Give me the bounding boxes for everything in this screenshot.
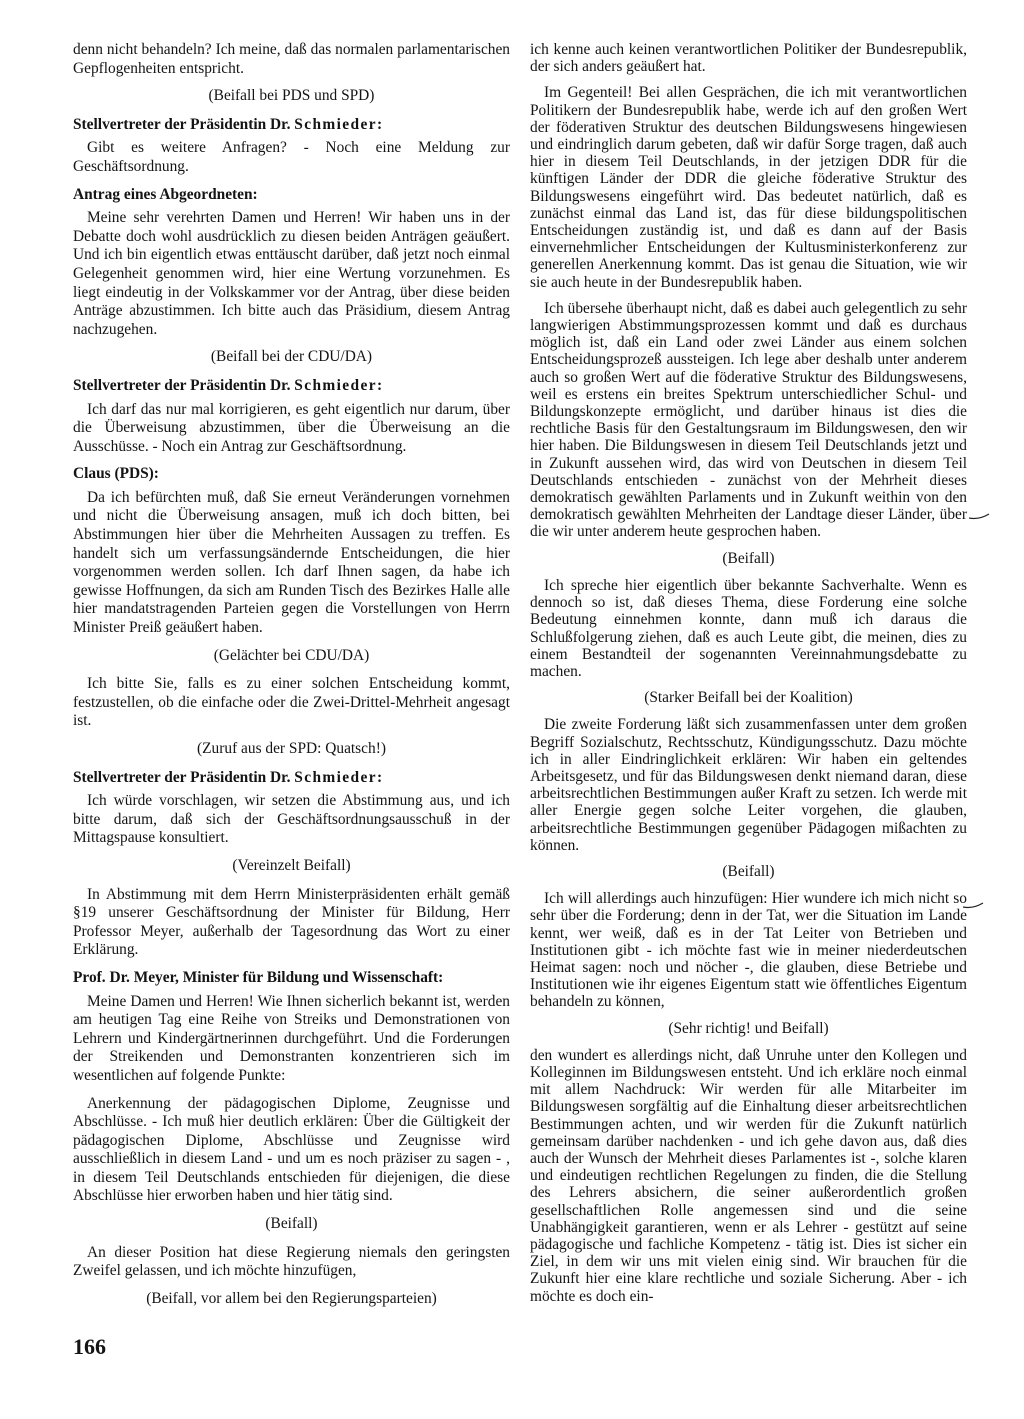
page-number: 166	[73, 1334, 106, 1359]
reaction: (Vereinzelt Beifall)	[232, 856, 351, 874]
paragraph: Ich übersehe überhaupt nicht, daß es dabei auch gelegentlich zu sehr langwierigen Abstimmungsprozessen kommt und daß es durchaus möglich ist, daß ein Land oder zwei Länder aus einem solchen Entscheidungsprozeß aussteigen. Ich lege aber deshalb unter anderem auch so großen Wert auf die föderative Struktur des Bildungswesens, weil es erstens ein breites Spektrum unterschiedlicher Schul- und Bildungskonzepte ermöglicht, und darüber hinaus ist dies die rechtliche Basis für den Gestaltungsraum im Bildungswesen, den wir hier haben. Die Bildungswesen in diesem Teil Deutschlands jetzt und in Zukunft aussehen wird, das wird von Deutschen in diesem Teil Deutschlands entschieden - zunächst von der Mehrheit dieses demokratisch gewählten Parlaments und in Zukunft weithin von den demokratisch gewählten Mehrheiten der Landtage dieser Länder, über die wir unter anderem heute gesprochen haben.	[530, 299, 967, 541]
paragraph: An dieser Position hat diese Regierung niemals den geringsten Zweifel gelassen, und ich möchte hinzufügen,	[73, 1243, 510, 1280]
paragraph: Anerkennung der pädagogischen Diplome, Zeugnisse und Abschlüsse. - Ich muß hier deutlich erklären: Über die Gültigkeit der pädagogischen Diplome, Abschlüsse und Zeugnisse wird ausschließlich in diesem Land - und um es noch präziser zu sagen - , in diesem Teil Deutschlands entschieden für diejenigen, die diese Abschlüsse hier erworben haben und hier tätig sind.	[73, 1094, 510, 1205]
paragraph: Im Gegenteil! Bei allen Gesprächen, die ich mit verantwortlichen Politikern der Bundesrepublik habe, werde ich auf den großen Wert der föderativen Struktur des deutschen Bildungswesens hingewiesen und eindringlich darum gebeten, daß wir dafür Sorge tragen, daß auch hier in diesem Teil Deutschlands, in der jetzigen DDR für die künftigen Länder der DDR die gleiche föderative Struktur des Bildungswesens eingeführt wird. Das bedeutet natürlich, daß es zunächst einmal das Land ist, das für diese bildungspolitischen Entscheidungen zuständig ist, und daß es dann auf der Basis einvernehmlicher Entscheidungen der Kultusministerkonferenz zur generellen Anerkennung kommt. Das ist genau die Situation, wie wir sie auch heute in der Bundesrepublik haben.	[530, 84, 967, 291]
margin-mark	[962, 901, 984, 909]
left-column	[73, 41, 510, 1318]
reaction: (Zuruf aus der SPD: Quatsch!)	[197, 740, 386, 757]
paragraph: Die zweite Forderung läßt sich zusammenfassen unter dem großen Begriff Sozialschutz, Rechtsschutz, Kündigungsschutz. Dazu möchte ich in aller Eindringlichkeit erklären: Wir haben ein geltendes Arbeitsgesetz, und für das Bildungswesen denkt niemand daran, diese arbeitsrechtlichen Bestimmungen außer Kraft zu setzen. Ich werde mit aller Energie gegen solche Leiter vorgehen, die glauben, arbeitsrechtliche Bestimmungen gegenüber Pädagogen mißachten zu können.	[530, 716, 967, 854]
right-column	[530, 41, 967, 1314]
paragraph: denn nicht behandeln? Ich meine, daß das normalen parlamentarischen Gepflogenheiten entspricht.	[73, 41, 510, 77]
paragraph: Ich bitte Sie, falls es zu einer solchen Entscheidung kommt, festzustellen, ob die einfache oder die Zwei-Drittel-Mehrheit angesagt ist.	[73, 675, 510, 730]
paragraph: Da ich befürchten muß, daß Sie erneut Veränderungen vornehmen und nicht die Überweisung ansagen, muß ich doch bitten, bei Abstimmungen hier über die Mehrheiten Aussagen zu treffen. Es handelt sich um verfassungsändernde Entscheidungen, die hier vorgenommen werden sollen. Ich darf Ihnen sagen, da habe ich gewisse Hoffnungen, da sich am Runden Tisch des Bezirkes Halle alle hier mandatstragenden Parteien gegen die Vorstellungen von Herrn Minister Preiß geäußert haben.	[73, 488, 510, 637]
paragraph: Ich will allerdings auch hinzufügen: Hier wundere ich mich nicht so sehr über die Forderung; denn in der Tat, wer die Situation im Lande kennt, wer weiß, daß es in der Tat Leiter von Betrieben und Institutionen gibt - ich möchte fast wie in meiner niederdeutschen Heimat sagen: noch und nöcher -, die glauben, diese Betriebe und Institutionen wie ihr eigenes Eigentum statt wie öffentliches Eigentum behandeln zu können,	[530, 890, 967, 1011]
paragraph: ich kenne auch keinen verantwortlichen Politiker der Bundesrepublik, der sich anders geäußert hat.	[530, 41, 967, 76]
reaction: (Gelächter bei CDU/DA)	[213, 646, 370, 664]
reaction: (Beifall)	[722, 862, 775, 880]
reaction: (Beifall)	[722, 549, 775, 567]
paragraph: den wundert es allerdings nicht, daß Unruhe unter den Kollegen und Kolleginnen im Bildungswesen entsteht. Und ich erkläre noch einmal mit allem Nachdruck: Wir werden für alle Mitarbeiter im Bildungswesen sorgfältig auf die Einhaltung dieser arbeitsrechtlichen Bestimmungen achten, und wir werden für die Zukunft natürlich gemeinsam darüber nachdenken - und ich gehe davon aus, daß dies auch der Wunsch der Mehrheit dieses Parlamentes ist -, solche klaren und eindeutigen rechtlichen Regelungen zu finden, die die Stellung des Lehrers absichern, die seiner außerordentlich großen gesellschaftlichen Rolle angemessen sind und die seine Unabhängigkeit garantieren, wenn er als Lehrer - gestützt auf seine pädagogische und fachliche Kompetenz - tätig ist. Dies ist sicher ein Ziel, in dem wir uns mit vielen einig sind. Wir brauchen für die Zukunft hier eine klare rechtliche und soziale Sicherung. Aber - ich möchte es doch ein-	[530, 1046, 967, 1305]
speaker-heading: Stellvertreter der Präsidentin Dr. Schmieder:	[73, 115, 383, 133]
speaker-heading: Stellvertreter der Präsidentin Dr. Schmieder:	[73, 768, 383, 786]
reaction: (Sehr richtig! und Beifall)	[668, 1019, 829, 1037]
paragraph: Meine sehr verehrten Damen und Herren! Wir haben uns in der Debatte doch wohl ausdrücklich zu diesen beiden Anträgen geäußert. Und ich bin eigentlich etwas enttäuscht darüber, daß jetzt noch einmal Gelegenheit genommen wird, hier eine Wertung vorzunehmen. Es liegt eindeutig in der Volkskammer vor der Antrag, über diese beiden Anträge abzustimmen. Ich bitte auch das Präsidium, diesem Antrag nachzugehen.	[73, 209, 510, 338]
paragraph: Ich würde vorschlagen, wir setzen die Abstimmung aus, und ich bitte darum, daß sich der Geschäftsordnungsausschuß in der Mittagspause konsultiert.	[73, 792, 510, 847]
reaction: (Beifall bei der CDU/DA)	[210, 348, 373, 366]
paragraph: Gibt es weitere Anfragen? - Noch eine Meldung zur Geschäftsordnung.	[73, 139, 510, 175]
margin-mark	[968, 512, 990, 520]
reaction: (Beifall bei PDS und SPD)	[208, 87, 375, 105]
speaker-heading: Stellvertreter der Präsidentin Dr. Schmieder:	[73, 376, 383, 394]
speaker-heading: Claus (PDS):	[73, 465, 159, 483]
reaction: (Beifall, vor allem bei den Regierungsparteien)	[146, 1289, 437, 1307]
reaction: (Starker Beifall bei der Koalition)	[644, 689, 853, 707]
paragraph: Ich darf das nur mal korrigieren, es geht eigentlich nur darum, über die Überweisung abzustimmen, über die Überweisung an die Ausschüsse. - Noch ein Antrag zur Geschäftsordnung.	[73, 400, 510, 455]
paragraph: In Abstimmung mit dem Herrn Ministerpräsidenten erhält gemäß §19 unserer Geschäftsordnung der Minister für Bildung, Herr Professor Meyer, außerhalb der Tagesordnung das Wort zu einer Erklärung.	[73, 885, 510, 959]
paragraph: Meine Damen und Herren! Wie Ihnen sicherlich bekannt ist, werden am heutigen Tag eine Reihe von Streiks und Demonstrationen von Lehrern und Kindergärtnerinnen durchgeführt. Und die Forderungen der Streikenden und Demonstranten konzentrieren sich im wesentlichen auf folgende Punkte:	[73, 992, 510, 1084]
reaction: (Beifall)	[265, 1215, 318, 1233]
speaker-heading: Prof. Dr. Meyer, Minister für Bildung und Wissenschaft:	[73, 968, 444, 986]
speaker-heading: Antrag eines Abgeordneten:	[73, 185, 258, 203]
paragraph: Ich spreche hier eigentlich über bekannte Sachverhalte. Wenn es dennoch so ist, daß dieses Thema, diese Forderung eine solche Bedeutung einnehmen konnte, dann muß ich daraus die Schlußfolgerung ziehen, daß es auch Leute gibt, die meinen, dies zu einem Bestandteil der sogenannten Vereinnahmungsdebatte zu machen.	[530, 576, 967, 680]
